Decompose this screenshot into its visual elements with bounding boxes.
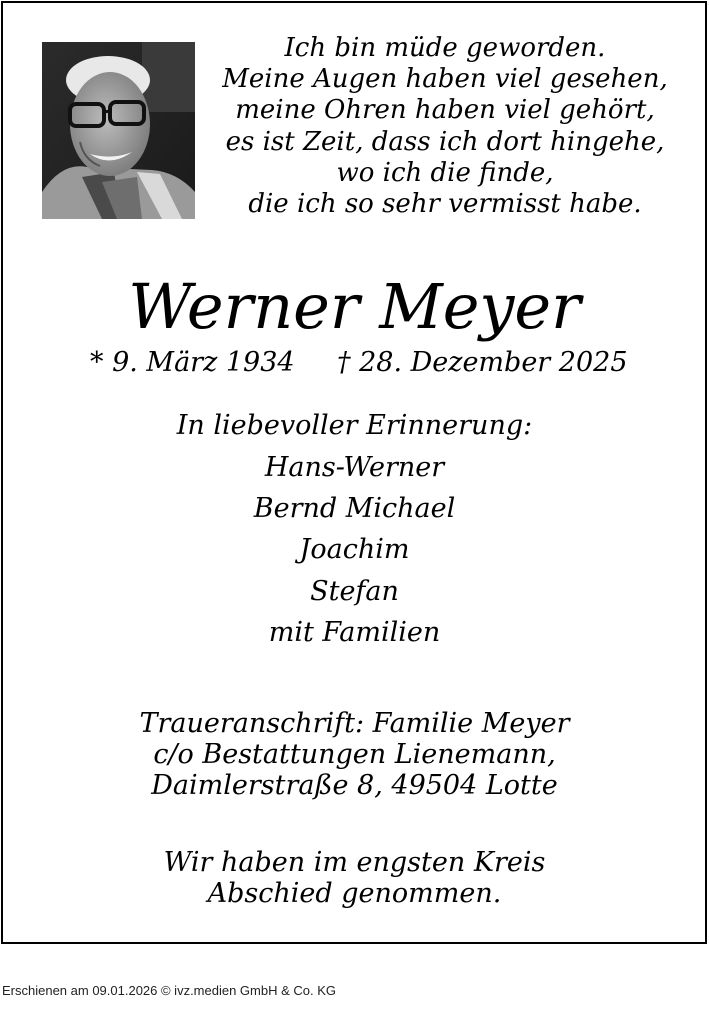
mourners-list [0, 447, 709, 653]
poem-line: meine Ohren haben viel gehört, [235, 95, 655, 126]
farewell-line: Abschied genommen. [207, 878, 502, 910]
address-line: Daimlerstraße 8, 49504 Lotte [151, 770, 558, 802]
mourning-address [0, 708, 709, 802]
farewell-line: Wir haben im engsten Kreis [163, 847, 546, 878]
poem-line: wo ich die finde, [336, 157, 554, 188]
poem-verse [200, 33, 690, 220]
mourner-name: mit Familien [268, 616, 441, 648]
address-line: c/o Bestattungen Lienemann, [153, 739, 556, 771]
mourner-name: Stefan [310, 575, 399, 607]
mourner-name: Hans-Werner [264, 452, 445, 483]
portrait-photo [42, 42, 195, 219]
farewell-note [0, 847, 709, 909]
death-date: † 28. Dezember 2025 [337, 347, 628, 378]
deceased-name: Werner Meyer [128, 270, 581, 343]
poem-line: es ist Zeit, dass ich dort hingehe, [225, 126, 665, 157]
publication-footer: Erschienen am 09.01.2026 © ivz.medien GmbH & Co. KG [2, 983, 337, 998]
poem-line: Meine Augen haben viel gesehen, [222, 64, 668, 95]
address-line: Traueranschrift: Familie Meyer [139, 708, 570, 739]
remembrance-intro: In liebevoller Erinnerung: [176, 410, 533, 441]
poem-line: die ich so sehr vermisst habe. [248, 189, 642, 220]
poem-line: Ich bin müde geworden. [284, 33, 606, 63]
mourner-name: Bernd Michael [253, 493, 456, 525]
birth-date: * 9. März 1934 [90, 347, 295, 378]
mourner-name: Joachim [299, 534, 410, 566]
